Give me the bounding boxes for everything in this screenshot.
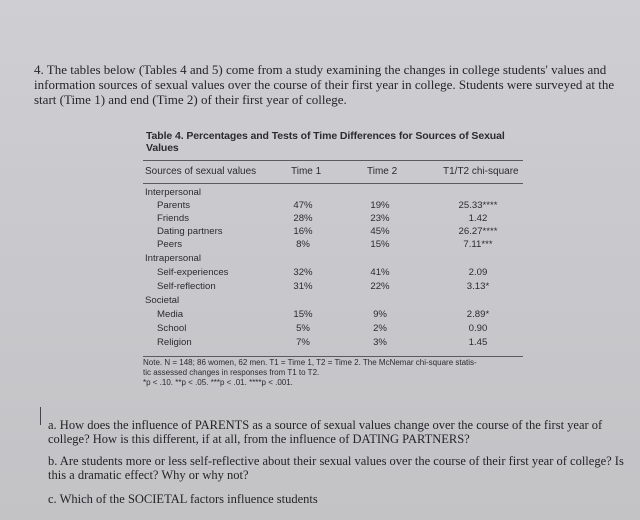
- table-row: [143, 239, 523, 253]
- time1-value: 32%: [293, 267, 313, 278]
- question-a-line-2: college? How is this different, if at all, from the influence of DATING PARTNERS?: [48, 432, 470, 446]
- header-time2: Time 2: [367, 166, 398, 177]
- chi-value: 26.27****: [458, 226, 498, 237]
- row-name: Self-reflection: [157, 281, 216, 292]
- chi-value: 1.42: [468, 213, 488, 224]
- time1-value: 8%: [296, 239, 310, 250]
- table-4: [143, 130, 523, 387]
- row-name: School: [157, 323, 187, 334]
- table-row: [143, 281, 523, 295]
- row-name: Dating partners: [157, 226, 223, 237]
- chi-value: 25.33****: [458, 200, 498, 211]
- time1-value: 7%: [296, 337, 310, 348]
- table-row: [143, 213, 523, 227]
- header-sources: Sources of sexual values: [145, 166, 257, 177]
- time2-value: 19%: [370, 200, 390, 211]
- group-label-row: [143, 295, 523, 309]
- row-name: Friends: [157, 213, 189, 224]
- intro-line-2: information sources of sexual values over the course of their first year in college. Students were surveyed at the: [34, 77, 615, 92]
- question-c-line-1: c. Which of the SOCIETAL factors influence students: [48, 492, 318, 506]
- table-row: [143, 200, 523, 214]
- question-b-line-2: this a dramatic effect? Why or why not?: [48, 468, 249, 482]
- table-note: [143, 356, 523, 388]
- table-title: Table 4. Percentages and Tests of Time Differences for Sources of Sexual Values: [146, 130, 505, 154]
- time2-value: 9%: [373, 309, 387, 320]
- time2-value: 41%: [370, 267, 390, 278]
- table-row: [143, 267, 523, 281]
- row-name: Parents: [157, 200, 191, 211]
- time2-value: 45%: [370, 226, 390, 237]
- time1-value: 28%: [293, 213, 313, 224]
- chi-value: 7.11***: [463, 239, 493, 250]
- time2-value: 2%: [373, 323, 387, 334]
- intro-line-1: 4. The tables below (Tables 4 and 5) come from a study examining the changes in college students' values and: [34, 62, 607, 77]
- note-line-3: *p < .10. **p < .05. ***p < .01. ****p < .001.: [143, 378, 293, 387]
- time1-value: 31%: [293, 281, 313, 292]
- question-list: [40, 404, 640, 506]
- chi-value: 0.90: [468, 323, 488, 334]
- table-row: [143, 226, 523, 240]
- header-time1: Time 1: [291, 166, 322, 177]
- row-name: Media: [157, 309, 184, 320]
- table-header: [143, 160, 523, 184]
- group-label-row: [143, 253, 523, 267]
- row-name: Peers: [157, 239, 183, 250]
- time2-value: 23%: [370, 213, 390, 224]
- group-societal: Societal: [145, 295, 180, 306]
- header-chi-square: T1/T2 chi-square: [443, 166, 519, 177]
- group-intrapersonal: Intrapersonal: [145, 253, 201, 264]
- table-row: [143, 309, 523, 323]
- chi-value: 3.13*: [466, 281, 490, 292]
- intro-line-3: start (Time 1) and end (Time 2) of their first year of college.: [34, 92, 347, 107]
- time1-value: 16%: [293, 226, 313, 237]
- time2-value: 22%: [370, 281, 390, 292]
- note-line-2: tic assessed changes in responses from T1 to T2.: [143, 368, 320, 377]
- chi-value: 2.89*: [466, 309, 490, 320]
- question-b-line-1: b. Are students more or less self-reflective about their sexual values over the course of their first year of college? Is: [48, 454, 624, 468]
- time2-value: 3%: [373, 337, 387, 348]
- table-body: [143, 184, 523, 387]
- time1-value: 15%: [293, 309, 313, 320]
- problem-intro: [34, 62, 634, 107]
- note-line-1: Note. N = 148; 86 women, 62 men. T1 = Time 1, T2 = Time 2. The McNemar chi-square statis-: [143, 358, 477, 367]
- time1-value: 5%: [296, 323, 310, 334]
- group-interpersonal: Interpersonal: [145, 187, 201, 198]
- question-a-line-1: a. How does the influence of PARENTS as a source of sexual values change over the course of the first year of: [48, 418, 603, 432]
- table-row: [143, 323, 523, 337]
- row-name: Self-experiences: [157, 267, 229, 278]
- row-name: Religion: [157, 337, 192, 348]
- table-row: [143, 337, 523, 351]
- group-label-row: [143, 187, 523, 201]
- chi-value: 1.45: [468, 337, 488, 348]
- chi-value: 2.09: [468, 267, 488, 278]
- time1-value: 47%: [293, 200, 313, 211]
- time2-value: 15%: [370, 239, 390, 250]
